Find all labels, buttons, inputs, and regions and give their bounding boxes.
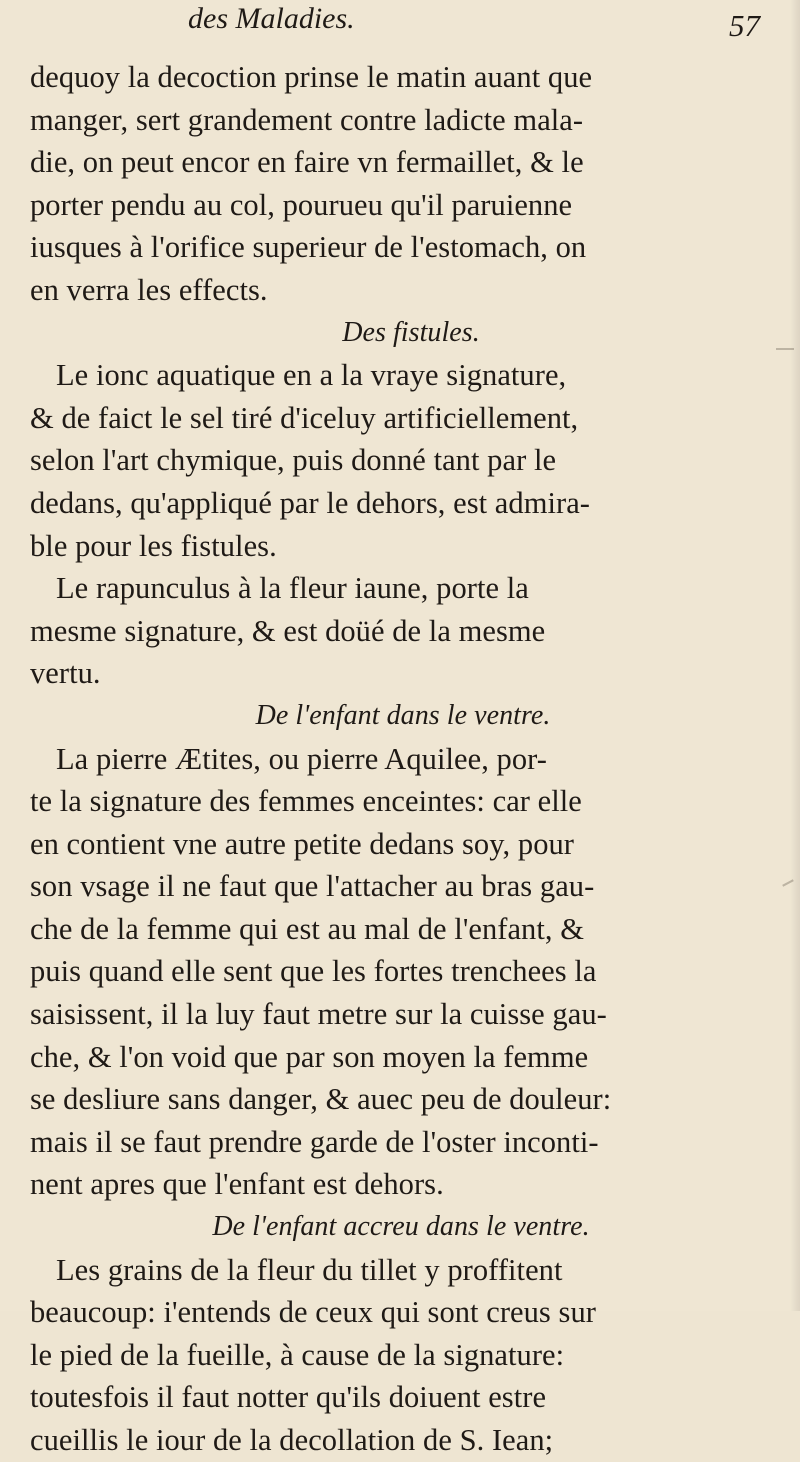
text-line: dedans, qu'appliqué par le dehors, est admira-: [30, 485, 590, 520]
text-line: cueillis le iour de la decollation de S. Iean;: [30, 1423, 554, 1457]
page-number: 57: [729, 8, 760, 43]
text-line: vertu.: [30, 656, 101, 691]
text-line: Les grains de la fleur du tillet y proffitent: [56, 1252, 563, 1287]
text-line: se desliure sans danger, & auec peu de douleur:: [30, 1082, 612, 1117]
text-line: son vsage il ne faut que l'attacher au bras gau-: [30, 869, 595, 904]
section-heading: De l'enfant accreu dans le ventre.: [212, 1211, 590, 1243]
page-edge-shadow: [790, 0, 800, 1311]
text-line: iusques à l'orifice superieur de l'estomach, on: [30, 230, 587, 265]
margin-mark: [776, 348, 794, 350]
text-line: mais il se faut prendre garde de l'oster inconti-: [30, 1124, 599, 1159]
text-line: saisissent, il la luy faut metre sur la cuisse gau-: [30, 997, 607, 1032]
text-line: La pierre Ætites, ou pierre Aquilee, por-: [56, 741, 547, 776]
text-line: manger, sert grandement contre ladicte mala-: [30, 102, 584, 137]
text-line: en verra les effects.: [30, 272, 268, 307]
text-line: selon l'art chymique, puis donné tant par le: [30, 443, 557, 478]
text-line: te la signature des femmes enceintes: car elle: [30, 784, 582, 819]
text-line: Le ionc aquatique en a la vraye signature,: [56, 358, 567, 393]
text-line: toutesfois il faut notter qu'ils doiuent estre: [30, 1380, 547, 1415]
text-line: dequoy la decoction prinse le matin auant que: [30, 60, 593, 94]
text-line: en contient vne autre petite dedans soy, pour: [30, 826, 575, 861]
text-line: die, on peut encor en faire vn fermaillet, & le: [30, 145, 584, 180]
text-line: ble pour les fistules.: [30, 528, 277, 563]
text-line: puis quand elle sent que les fortes trenchees la: [30, 954, 597, 989]
text-line: nent apres que l'enfant est dehors.: [30, 1167, 444, 1202]
text-line: Le rapunculus à la fleur iaune, porte la: [56, 571, 529, 606]
text-line: beaucoup: i'entends de ceux qui sont creus sur: [30, 1295, 596, 1330]
section-heading: De l'enfant dans le ventre.: [255, 699, 551, 731]
running-title: des Maladies.: [188, 2, 355, 35]
text-line: che de la femme qui est au mal de l'enfant, &: [30, 911, 584, 946]
page-header: [30, 0, 772, 56]
text-line: che, & l'on void que par son moyen la femme: [30, 1039, 589, 1074]
text-line: mesme signature, & est doüé de la mesme: [30, 613, 546, 648]
page-text: [30, 56, 772, 1462]
text-line: & de faict le sel tiré d'iceluy artificiellement,: [30, 400, 579, 435]
section-heading: Des fistules.: [342, 316, 480, 348]
text-line: le pied de la fueille, à cause de la signature:: [30, 1337, 565, 1372]
text-line: porter pendu au col, pourueu qu'il paruienne: [30, 187, 573, 222]
